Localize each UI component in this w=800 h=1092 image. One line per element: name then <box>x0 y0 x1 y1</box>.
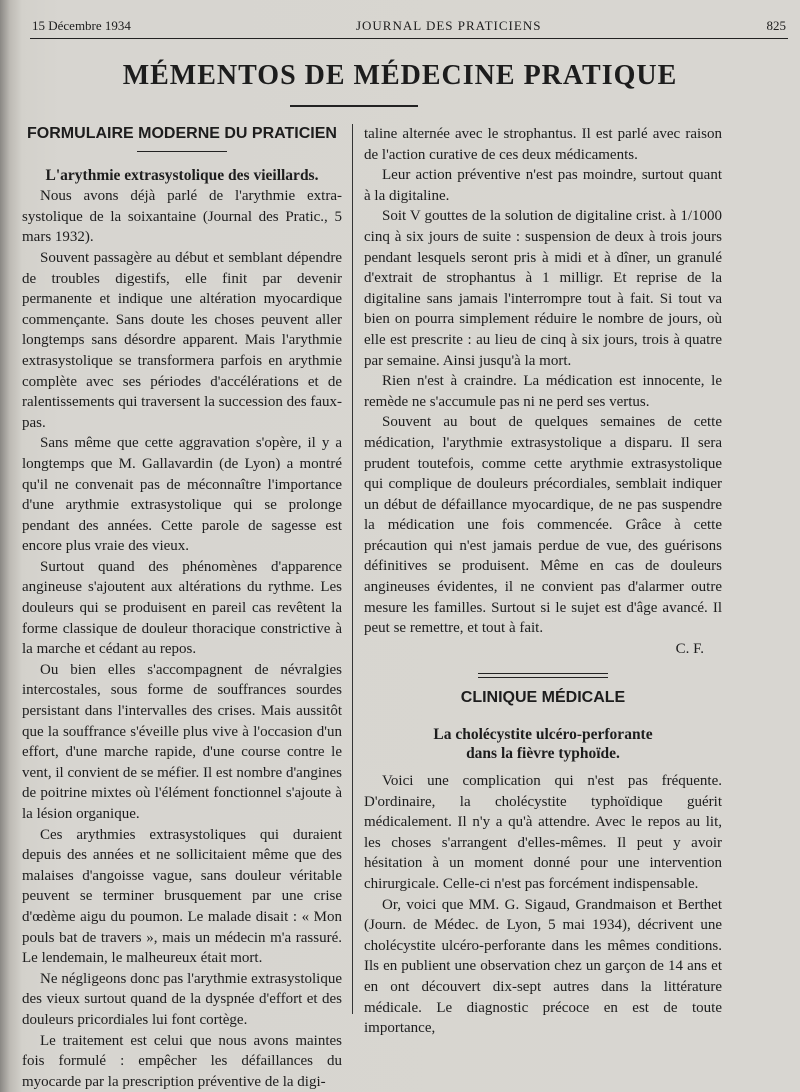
left-column <box>22 124 342 1092</box>
paragraph: Le traitement est celui que nous avons maintes fois formulé : empêcher les défaillances du myocarde par la prescription préventive de la digi- <box>22 1032 342 1090</box>
section-double-rule <box>478 673 608 678</box>
paragraph: Nous avons déjà parlé de l'arythmie extra-systolique de la soixantaine (Journal des Pratic., 5 mars 1932). <box>22 188 342 246</box>
section-title-clinique: CLINIQUE MÉDICALE <box>460 689 626 707</box>
paragraph: Ces arythmies extrasystoliques qui duraient depuis des années et ne sollicitaient même que des malaises d'angoisse vague, sans douleur véritable peuvent se terminer brusquement par une crise d'œdème aigu du poumon. Le malade disait : « Mon pouls bat de travers », mais un médecin m'a rassuré. Le lendemain, le malheureux était mort. <box>22 826 342 967</box>
right-column <box>364 124 722 1039</box>
section-rule <box>137 151 227 152</box>
signature: C. F. <box>675 640 704 657</box>
running-header <box>32 16 786 36</box>
article-title-line2: dans la fièvre typhoïde. <box>466 745 620 763</box>
paragraph: Ou bien elles s'accompagnent de névralgies intercostales, sous forme de souffrances sourdes persistant dans l'intervalles des crises. Mais aussitôt que la souffrance s'éveille plus vive à l'occasion d'un effort, d'une marche rapide, d'une course contre le vent, il convient de se méfier. Il est nombre d'angines de poitrine mixtes où l'élément fonctionnel s'ajoute à la lésion organique. <box>22 661 342 822</box>
paragraph: Surtout quand des phénomènes d'apparence angineuse s'ajoutent aux altérations du rythme. Les douleurs qui se produisent en pareil cas revêtent la forme classique de douleur thoracique constrictive à la marche et cédant au repos. <box>22 558 342 658</box>
paragraph: Or, voici que MM. G. Sigaud, Grandmaison et Berthet (Journ. de Médec. de Lyon, 5 mai 1934), décrivent une cholécystite ulcéro-perforante dans les mêmes conditions. Ils en publient une observation chez un garçon de 14 ans et en ont découvert dix-sept autres dans la littérature médicale. Le diagnostic précoce en est de toute importance, <box>364 896 722 1037</box>
header-rule <box>30 38 788 39</box>
header-page-number: 825 <box>766 18 786 33</box>
article-title-line1: La cholécystite ulcéro-perforante <box>433 726 653 744</box>
paragraph: Souvent au bout de quelques semaines de cette médication, l'arythmie extrasystolique a disparu. Il sera prudent toutefois, comme cette arythmie extrasystolique qui complique de douleurs précordiales, semblait indiquer un début de défaillance myocardique, de ne pas suspendre la médication une fois commencée. Grâce à cette précaution qui n'est jamais perdue de vue, des guérisons définitives se produisent. Même en cas de douleurs angineuses évidentes, il ne convient pas d'alarmer outre mesure les familles. Surtout si le sujet est d'âge avancé. Il peut se remettre, et tout à fait. <box>364 414 722 637</box>
column-divider <box>352 124 353 1014</box>
header-journal-name: JOURNAL DES PRATICIENS <box>355 18 542 33</box>
section-title-formulaire: FORMULAIRE MODERNE DU PRATICIEN <box>27 125 337 142</box>
article-title-arythmie: L'arythmie extrasystolique des vieillards. <box>45 166 319 184</box>
paragraph: Ne négligeons donc pas l'arythmie extrasystolique des vieux surtout quand de la dyspnée d'effort et des douleurs pricordiales lui font cortège. <box>22 970 342 1028</box>
paragraph: taline alternée avec le strophantus. Il est parlé avec raison de l'action curative de ces deux médicaments. <box>364 126 722 163</box>
page-title: MÉMENTOS DE MÉDECINE PRATIQUE <box>122 60 678 91</box>
signature-row <box>364 639 722 660</box>
paragraph: Voici une complication qui n'est pas fréquente. D'ordinaire, la cholécystite typhoïdique guérit médicalement. Il n'y a qu'à attendre. Avec le repos au lit, les choses s'arrangent d'elles-mêmes. Il peut y avoir hésitation à un moment donné pour une intervention chirurgicale. Celle-ci n'est pas forcément indispensable. <box>364 773 722 892</box>
title-rule <box>290 105 418 107</box>
paragraph: Soit V gouttes de la solution de digitaline crist. à 1/1000 cinq à six jours de suite : suspension de deux à trois jours pendant lesquels seront pris à midi et à dîner, un granulé d'extrait de strophantus à 1 milligr. Et reprise de la digitaline sans jamais l'interrompre tout à fait. Si tout va bien on pourra simplement réduire le nombre de jours, où elle est prescrite : au lieu de cinq à six jours, trois à quatre par semaine. Ainsi jusqu'à la mort. <box>364 208 722 369</box>
paragraph: Rien n'est à craindre. La médication est innocente, le remède ne s'accumule pas ni ne perd ses vertus. <box>364 373 722 410</box>
header-date: 15 Décembre 1934 <box>32 18 131 33</box>
paragraph: Leur action préventive n'est pas moindre, surtout quant à la digitaline. <box>364 167 722 204</box>
paragraph: Souvent passagère au début et semblant dépendre de troubles digestifs, elle finit par devenir permanente et indique une altération myocardique commençante. Sans doute les choses peuvent aller longtemps sans désordre apparent. Mais l'arythmie extrasystolique se transformera parfois en arythmie complète avec ses périodes d'accélérations et de ralentissements qui traversent la succession des faux-pas. <box>22 249 342 431</box>
paragraph: Sans même que cette aggravation s'opère, il y a longtemps que M. Gallavardin (de Lyon) a montré qu'il ne convenait pas de méconnaître l'importance d'une arythmie extrasystolique qui se prolonge pendant des années. Cette parole de sagesse est encore plus vraie des vieux. <box>22 435 342 555</box>
